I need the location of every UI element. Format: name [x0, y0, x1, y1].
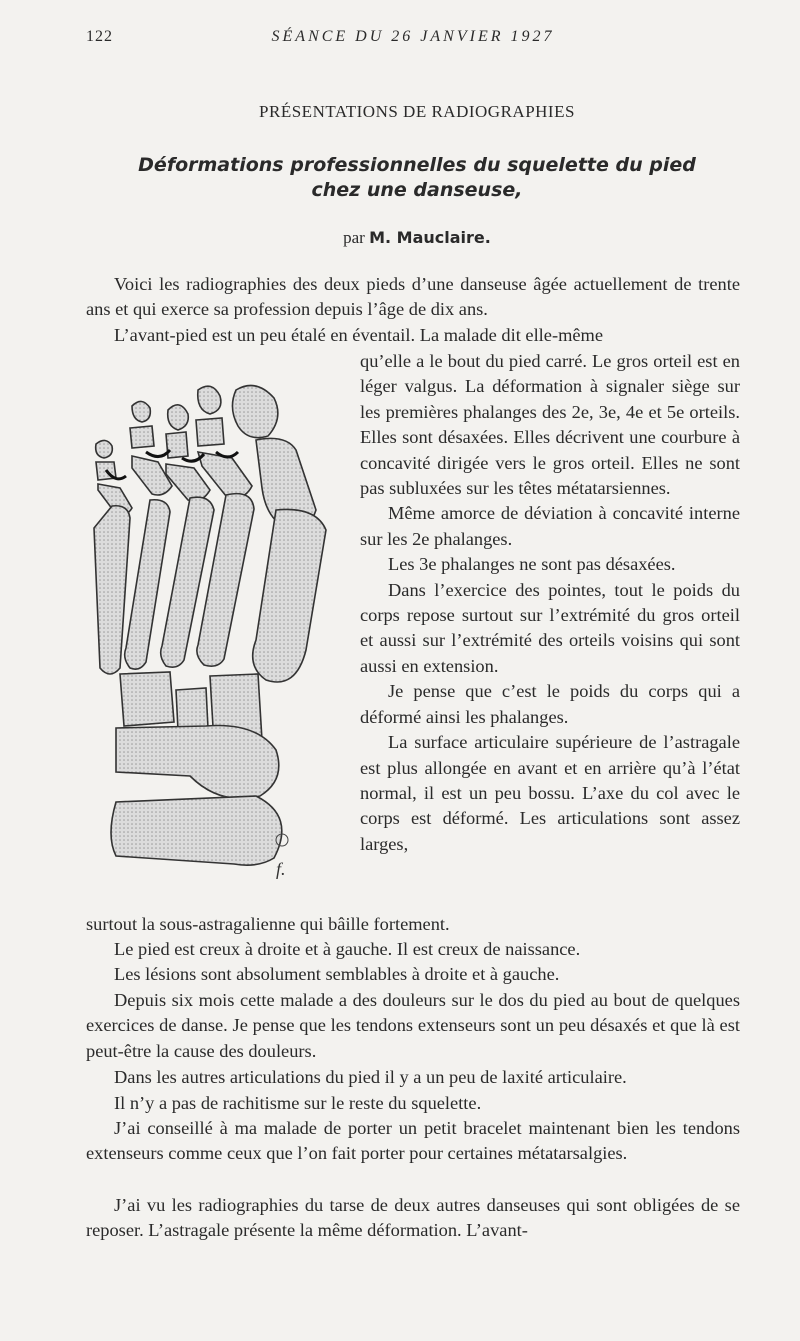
col-paragraph-2: Même amorce de déviation à concavité interne sur les 2e phalanges.	[360, 503, 740, 549]
toe4-middle-phalanx	[130, 426, 154, 448]
page-number: 122	[86, 28, 113, 45]
author-prefix: par	[343, 228, 365, 247]
paragraph-2-lead: L’avant-pied est un peu étalé en éventail. La malade dit elle-même	[114, 325, 604, 345]
col-paragraph-3: Les 3e phalanges ne sont pas désaxées.	[388, 554, 676, 575]
col-paragraph-1: qu’elle a le bout du pied carré. Le gros orteil est en léger valgus. La déformation à signaler siège sur les premières phalanges des 2e, 3e, 4e et 5e orteils. Elles sont désaxées. Elles décrivent une courbure à concavité dirigée vers le gros orteil. Elles ne sont pas subluxées sur les têtes métatarsiennes.	[360, 351, 740, 499]
paragraph-5: Les lésions sont absolument semblables à droite et à gauche.	[114, 964, 560, 984]
toe4-proximal-phalanx	[132, 456, 172, 495]
col-paragraph-5: Je pense que c’est le poids du corps qui a déformé ainsi les phalanges.	[360, 681, 740, 727]
col-paragraph-4: Dans l’exercice des pointes, tout le poids du corps repose surtout sur l’extrémité du gros orteil et aussi sur l’extrémité des orteils voisins qui sont aussi en extension.	[360, 579, 740, 676]
fifth-metatarsal	[94, 506, 130, 674]
paragraph-4: Le pied est creux à droite et à gauche. Il est creux de naissance.	[114, 939, 581, 959]
article-title	[0, 153, 800, 203]
toe3-proximal-phalanx	[166, 464, 210, 501]
toe3-middle-phalanx	[166, 432, 188, 458]
cuboid-navicular	[116, 726, 279, 799]
author-line	[0, 228, 800, 248]
big-toe-distal-phalanx	[232, 386, 277, 438]
paragraph-7: Dans les autres articulations du pied il y a un peu de laxité articulaire.	[114, 1067, 627, 1087]
article-title-line2: chez une danseuse,	[311, 179, 523, 201]
article-title-line1: Déformations professionnelles du squelette du pied	[138, 154, 696, 176]
paragraph-10: J’ai vu les radiographies du tarse de deux autres danseuses qui sont obligées de se reposer. L’astragale présente la même déformation. L’avant-	[86, 1195, 740, 1241]
toe2-middle-phalanx	[196, 418, 224, 446]
first-metatarsal	[253, 509, 326, 682]
paragraph-1: Voici les radiographies des deux pieds d’une danseuse âgée actuellement de trente ans et qui exerce sa profession depuis l’âge de dix ans.	[86, 274, 740, 320]
toe3-distal-phalanx	[168, 405, 189, 430]
calcaneus-talus	[111, 796, 282, 865]
toe4-distal-phalanx	[132, 401, 150, 422]
col-paragraph-6: La surface articulaire supérieure de l’astragale est plus allongée en avant et en arrière qu’à l’état normal, il est un peu bossu. L’axe du col avec le corps est déformé. Les articulations sont assez larges,	[360, 732, 740, 854]
page-header	[86, 28, 740, 52]
foot-skeleton-figure	[86, 370, 346, 890]
figure-signature: f.	[276, 859, 286, 879]
wrapped-text-column	[360, 349, 740, 857]
running-title: SÉANCE DU 26 JANVIER 1927	[271, 28, 555, 45]
section-title: PRÉSENTATIONS DE RADIOGRAPHIES	[259, 102, 575, 121]
paragraph-8: Il n’y a pas de rachitisme sur le reste du squelette.	[114, 1093, 482, 1113]
deformity-mark-2	[146, 450, 170, 457]
author-name: M. Mauclaire.	[369, 228, 491, 247]
paragraph-6: Depuis six mois cette malade a des douleurs sur le dos du pied au bout de quelques exercices de danse. Je pense que les tendons extenseurs sont un peu désaxés et que là est peut-être la cause des douleurs.	[86, 990, 740, 1061]
toe2-distal-phalanx	[198, 386, 221, 414]
paragraph-3-continued: surtout la sous-astragalienne qui bâille fortement.	[86, 914, 450, 934]
toe5-distal-phalanx	[96, 440, 113, 458]
paragraph-9: J’ai conseillé à ma malade de porter un petit bracelet maintenant bien les tendons extenseurs comme ceux que l’on fait porter pour certaines métatarsalgies.	[86, 1118, 740, 1164]
